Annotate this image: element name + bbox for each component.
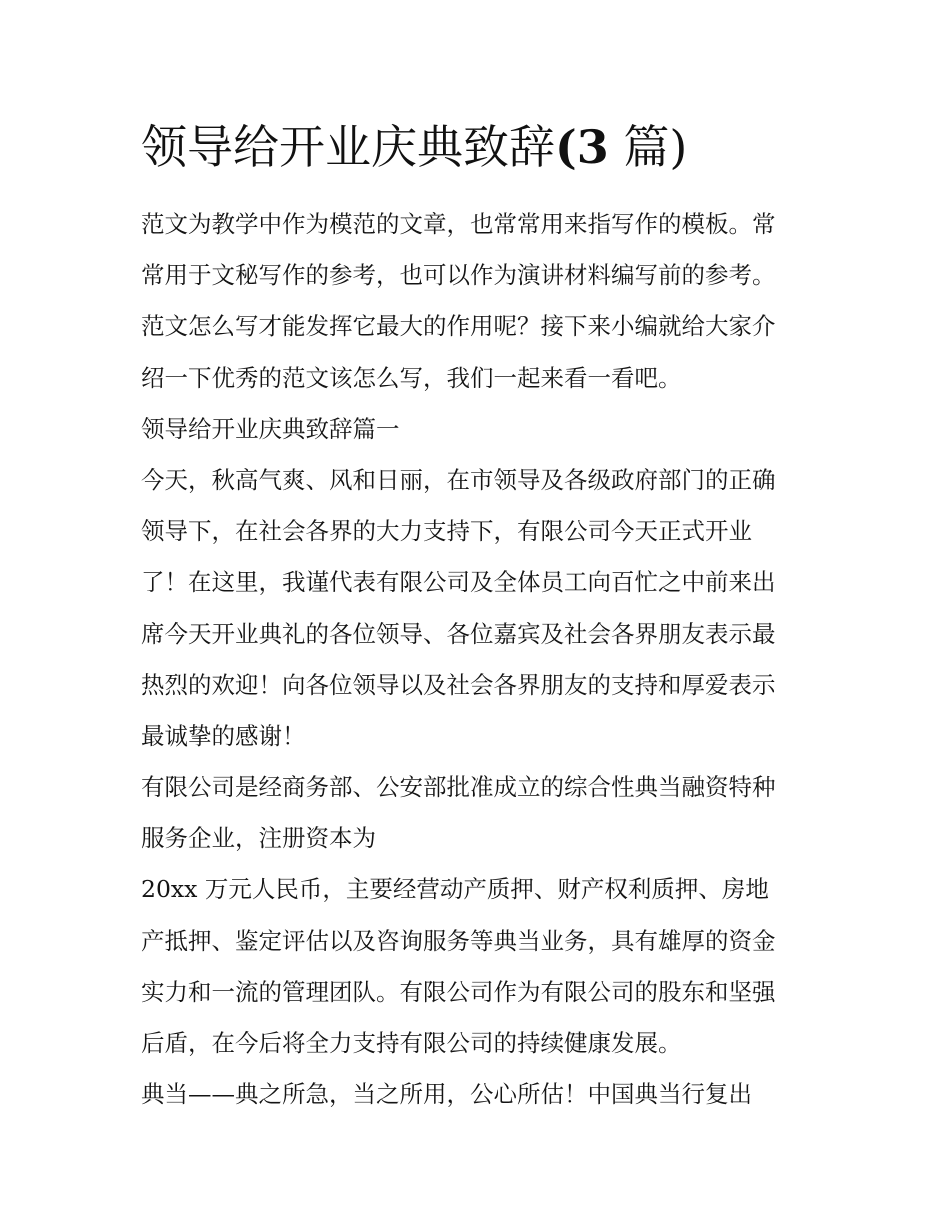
text-line: 产抵押、鉴定评估以及咨询服务等典当业务，具有雄厚的资金 (141, 926, 776, 955)
text-line: 范文为教学中作为模范的文章，也常常用来指写作的模板。常 (141, 210, 776, 238)
text-line: 后盾，在今后将全力支持有限公司的持续健康发展。 (141, 1029, 682, 1057)
title-suffix: 篇) (608, 120, 688, 174)
text-line: 典当——典之所急，当之所用，公心所估！中国典当行复出 (141, 1080, 752, 1109)
document-body (141, 199, 821, 1120)
text-line: 最诚挚的感谢！ (141, 721, 306, 750)
text-line: 实力和一流的管理团队。有限公司作为有限公司的股东和坚强 (141, 977, 776, 1006)
text-line: 服务企业，注册资本为 (141, 824, 376, 853)
section-heading: 领导给开业庆典致辞篇一 (141, 414, 400, 443)
text-line: 绍一下优秀的范文该怎么写，我们一起来看一看吧。 (141, 363, 682, 392)
text-line: 席今天开业典礼的各位领导、各位嘉宾及社会各界朋友表示最 (141, 619, 776, 648)
text-line: 常用于文秘写作的参考，也可以作为演讲材料编写前的参考。 (141, 261, 776, 290)
text-line: 领导下，在社会各界的大力支持下，有限公司今天正式开业 (141, 517, 752, 546)
title-count: (3 (555, 120, 609, 174)
text-line: 了！在这里，我谨代表有限公司及全体员工向百忙之中前来出 (141, 568, 776, 597)
title-text: 领导给开业庆典致辞 (141, 120, 555, 174)
document-title (141, 117, 841, 177)
text-line: 20xx 万元人民币，主要经营动产质押、财产权利质押、房地 (141, 875, 769, 904)
text-line: 范文怎么写才能发挥它最大的作用呢？接下来小编就给大家介 (141, 312, 776, 341)
text-line: 今天，秋高气爽、风和日丽，在市领导及各级政府部门的正确 (141, 465, 776, 494)
text-line: 有限公司是经商务部、公安部批准成立的综合性典当融资特种 (141, 773, 776, 802)
text-line: 热烈的欢迎！向各位领导以及社会各界朋友的支持和厚爱表示 (141, 670, 776, 699)
